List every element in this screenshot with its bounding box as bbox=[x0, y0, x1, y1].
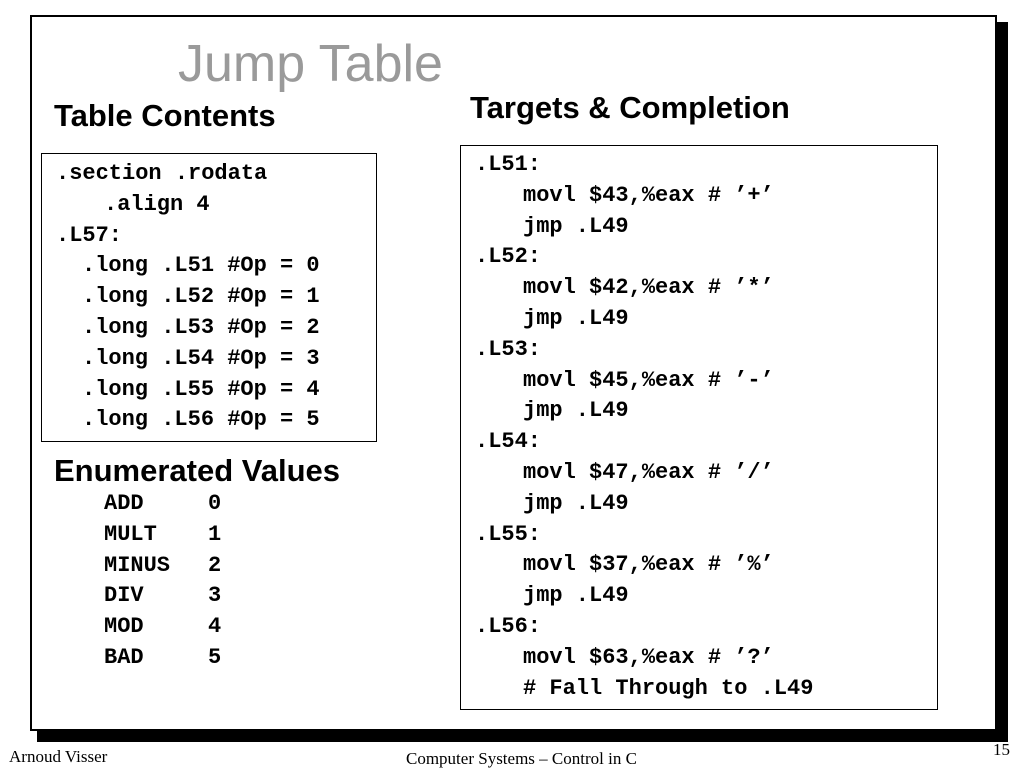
target-code-line: # Fall Through to .L49 bbox=[523, 675, 814, 701]
target-code-line: jmp .L49 bbox=[523, 490, 629, 516]
table-contents-line: .long .L52 #Op = 1 bbox=[82, 284, 320, 310]
targets-code bbox=[475, 150, 813, 704]
target-code-line: .L53: bbox=[475, 336, 542, 362]
target-code-line: movl $37,%eax # ’%’ bbox=[523, 552, 774, 578]
target-code-line: .L56: bbox=[475, 613, 542, 639]
enum-row bbox=[104, 581, 221, 612]
enum-row bbox=[104, 551, 221, 582]
enum-name: DIV bbox=[104, 583, 144, 609]
target-code-line: movl $47,%eax # ’/’ bbox=[523, 459, 774, 485]
enum-name: MOD bbox=[104, 614, 144, 640]
enum-value: 2 bbox=[208, 552, 222, 578]
enum-row bbox=[104, 520, 221, 551]
footer-course: Computer Systems – Control in C bbox=[406, 749, 637, 768]
target-code-line: jmp .L49 bbox=[523, 213, 629, 239]
enum-row bbox=[104, 612, 221, 643]
target-code-line: jmp .L49 bbox=[523, 305, 629, 331]
table-contents-line: .long .L55 #Op = 4 bbox=[82, 376, 320, 402]
table-contents-line: .align 4 bbox=[104, 191, 210, 217]
enum-name: ADD bbox=[104, 491, 144, 516]
enum-value: 0 bbox=[208, 491, 222, 516]
table-contents-line: .long .L53 #Op = 2 bbox=[82, 314, 320, 340]
table-contents-line: .long .L51 #Op = 0 bbox=[82, 253, 320, 279]
targets-box bbox=[460, 145, 938, 710]
table-contents-line: .long .L56 #Op = 5 bbox=[82, 407, 320, 433]
target-code-line: movl $43,%eax # ’+’ bbox=[523, 182, 774, 208]
table-contents-box bbox=[41, 153, 377, 442]
table-contents-line: .long .L54 #Op = 3 bbox=[82, 345, 320, 371]
enum-name: MINUS bbox=[104, 552, 171, 578]
enumerated-values-heading: Enumerated Values bbox=[54, 453, 341, 488]
target-code-line: .L55: bbox=[475, 521, 542, 547]
table-contents-line: .L57: bbox=[56, 222, 123, 248]
footer-page-number: 15 bbox=[993, 740, 1010, 759]
enum-name: BAD bbox=[104, 644, 144, 670]
target-code-line: movl $63,%eax # ’?’ bbox=[523, 644, 774, 670]
enum-row bbox=[104, 643, 221, 674]
enum-row bbox=[104, 489, 221, 520]
enum-value: 5 bbox=[208, 644, 222, 670]
table-contents-line: .section .rodata bbox=[56, 161, 268, 186]
slide-title: Jump Table bbox=[178, 35, 443, 93]
table-contents-heading: Table Contents bbox=[54, 98, 276, 133]
footer-author: Arnoud Visser bbox=[9, 747, 108, 766]
enum-value: 3 bbox=[208, 583, 222, 609]
target-code-line: jmp .L49 bbox=[523, 583, 629, 609]
enum-name: MULT bbox=[104, 521, 157, 547]
target-code-line: movl $42,%eax # ’*’ bbox=[523, 275, 774, 301]
enum-value: 1 bbox=[208, 521, 222, 547]
table-contents-code bbox=[56, 159, 320, 436]
target-code-line: jmp .L49 bbox=[523, 398, 629, 424]
target-code-line: .L51: bbox=[475, 152, 542, 177]
targets-completion-heading: Targets & Completion bbox=[470, 90, 790, 125]
target-code-line: .L52: bbox=[475, 244, 542, 270]
enumerated-values-list bbox=[104, 489, 221, 674]
target-code-line: movl $45,%eax # ’-’ bbox=[523, 367, 774, 393]
enum-value: 4 bbox=[208, 614, 222, 640]
target-code-line: .L54: bbox=[475, 429, 542, 455]
